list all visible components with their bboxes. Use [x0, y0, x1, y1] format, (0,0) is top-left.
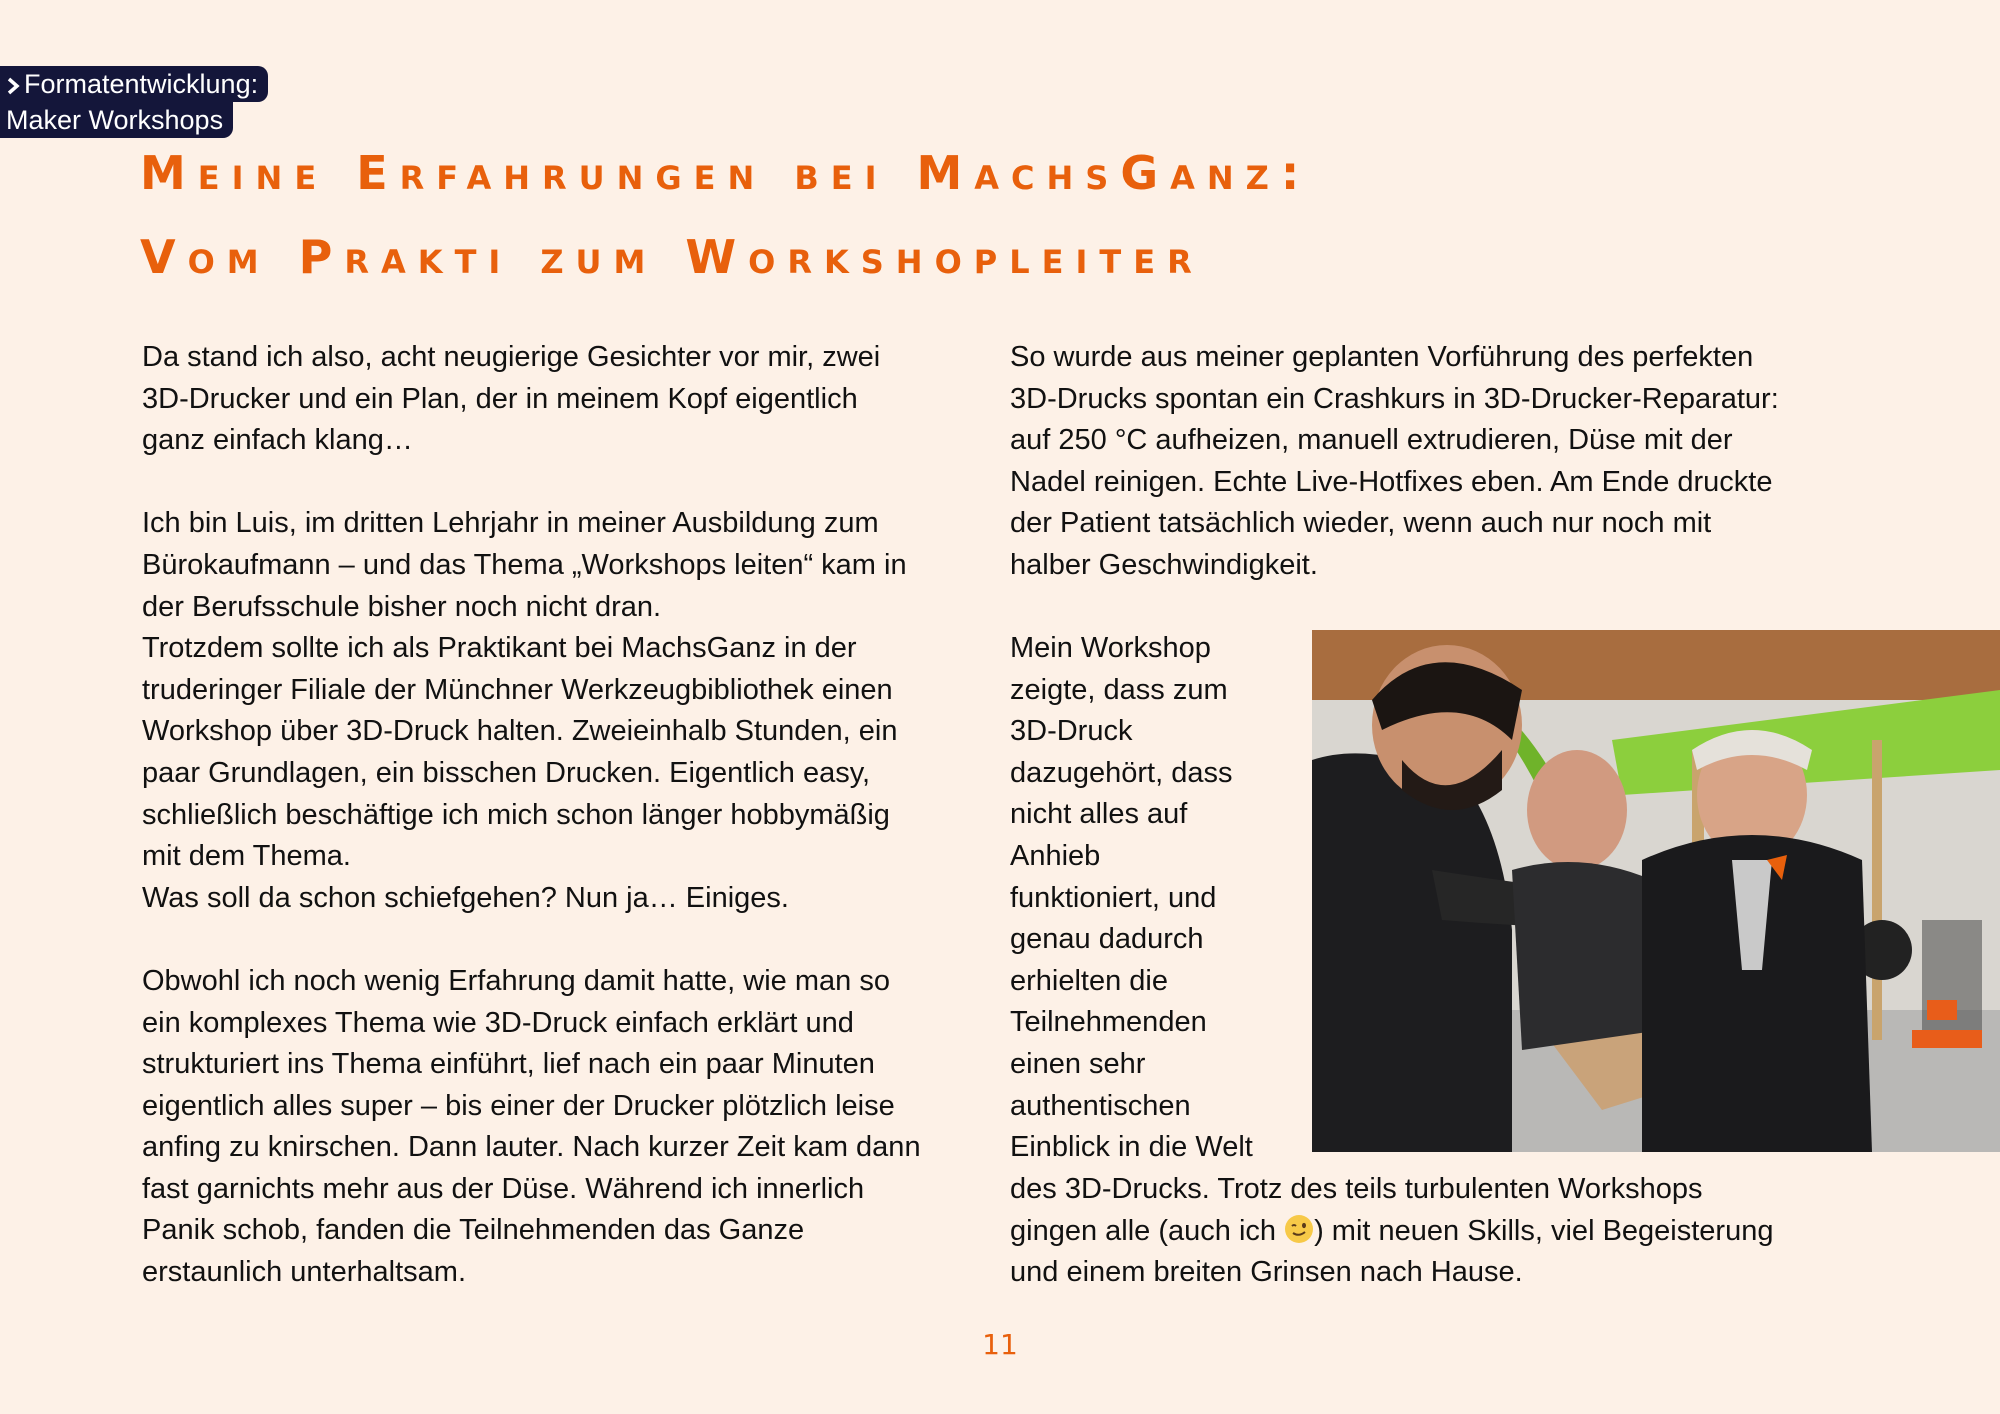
text-line: anfing zu knirschen. Dann lauter. Nach kurzer Zeit kam dann: [142, 1131, 921, 1164]
text-line: eigentlich alles super – bis einer der Drucker plötzlich leise: [142, 1089, 895, 1122]
text-line: paar Grundlagen, ein bisschen Drucken. Eigentlich easy,: [142, 756, 871, 789]
text-line: Teilnehmenden: [1010, 1006, 1207, 1039]
text-line: mit dem Thema.: [142, 840, 351, 873]
page-title-line2: Vom Prakti zum Workshopleiter: [140, 230, 1204, 284]
text-line: ganz einfach klang…: [142, 424, 413, 457]
page-number: 11: [982, 1328, 1018, 1361]
text-line: ein komplexes Thema wie 3D-Druck einfach erklärt und: [142, 1006, 854, 1039]
text-line: dazugehört, dass: [1010, 756, 1233, 789]
text-line: Panik schob, fanden die Teilnehmenden das Ganze: [142, 1214, 805, 1247]
text-fragment: ) mit neuen Skills, viel Begeisterung: [1314, 1214, 1774, 1247]
text-line: 3D-Druck: [1010, 715, 1133, 748]
text-line: Einblick in die Welt: [1010, 1131, 1253, 1164]
text-line: funktioniert, und: [1010, 881, 1217, 914]
chevron-right-icon: [6, 77, 20, 95]
winking-face-icon: [1284, 1214, 1314, 1244]
text-line: einen sehr: [1010, 1047, 1146, 1080]
text-line: Ich bin Luis, im dritten Lehrjahr in meiner Ausbildung zum: [142, 507, 879, 540]
right-text-column: [1010, 337, 1779, 587]
section-tag: [0, 66, 268, 102]
section-tag-line2: Maker Workshops: [6, 105, 224, 135]
text-line: und einem breiten Grinsen nach Hause.: [1010, 1256, 1523, 1289]
text-line: strukturiert ins Thema einführt, lief nach ein paar Minuten: [142, 1048, 875, 1081]
text-line: 3D-Drucks spontan ein Crashkurs in 3D-Drucker-Reparatur:: [1010, 382, 1779, 415]
text-line: der Patient tatsächlich wieder, wenn auch nur noch mit: [1010, 507, 1712, 540]
text-line: authentischen: [1010, 1089, 1191, 1122]
text-line: Mein Workshop: [1010, 632, 1211, 664]
right-narrow-text: [1010, 628, 1253, 1169]
section-tag-second-line: [0, 102, 233, 138]
workshop-photo: [1312, 630, 2000, 1152]
text-line: nicht alles auf: [1010, 798, 1188, 831]
text-line: So wurde aus meiner geplanten Vorführung des perfekten: [1010, 341, 1754, 373]
text-line: Obwohl ich noch wenig Erfahrung damit hatte, wie man so: [142, 964, 890, 997]
text-line: der Berufsschule bisher noch nicht dran.: [142, 590, 662, 623]
text-line: Workshop über 3D-Druck halten. Zweieinhalb Stunden, ein: [142, 715, 898, 748]
right-bottom-text: [1010, 1169, 1773, 1294]
workshop-photo-illustration: [1312, 630, 2000, 1152]
text-line: erhielten die: [1010, 964, 1168, 997]
text-line: genau dadurch: [1010, 923, 1204, 956]
text-line: Nadel reinigen. Echte Live-Hotfixes eben. Am Ende druckte: [1010, 465, 1773, 498]
text-line: 3D-Drucker und ein Plan, der in meinem Kopf eigentlich: [142, 382, 858, 415]
text-line: Da stand ich also, acht neugierige Gesichter vor mir, zwei: [142, 341, 881, 373]
text-line: auf 250 °C aufheizen, manuell extrudieren, Düse mit der: [1010, 424, 1733, 457]
section-tag-line1: Formatentwicklung:: [24, 69, 259, 99]
text-line: fast garnichts mehr aus der Düse. Während ich innerlich: [142, 1172, 865, 1205]
text-line: truderinger Filiale der Münchner Werkzeugbibliothek einen: [142, 673, 893, 706]
page-title-line1: Meine Erfahrungen bei MachsGanz:: [140, 146, 1312, 200]
text-line: des 3D-Drucks. Trotz des teils turbulenten Workshops: [1010, 1173, 1703, 1205]
text-line: Bürokaufmann – und das Thema „Workshops leiten“ kam in: [142, 548, 907, 581]
text-line: Was soll da schon schiefgehen? Nun ja… Einiges.: [142, 881, 789, 914]
text-line: zeigte, dass zum: [1010, 673, 1228, 706]
text-line: Anhieb: [1010, 839, 1101, 872]
left-text-column: [142, 337, 921, 1294]
text-line-with-emoji: [1010, 1211, 1773, 1253]
text-line: Trotzdem sollte ich als Praktikant bei MachsGanz in der: [142, 632, 857, 665]
text-line: schließlich beschäftige ich mich schon länger hobbymäßig: [142, 798, 890, 831]
text-line: erstaunlich unterhaltsam.: [142, 1256, 466, 1289]
text-line: halber Geschwindigkeit.: [1010, 548, 1318, 581]
text-fragment: gingen alle (auch ich: [1010, 1214, 1285, 1247]
